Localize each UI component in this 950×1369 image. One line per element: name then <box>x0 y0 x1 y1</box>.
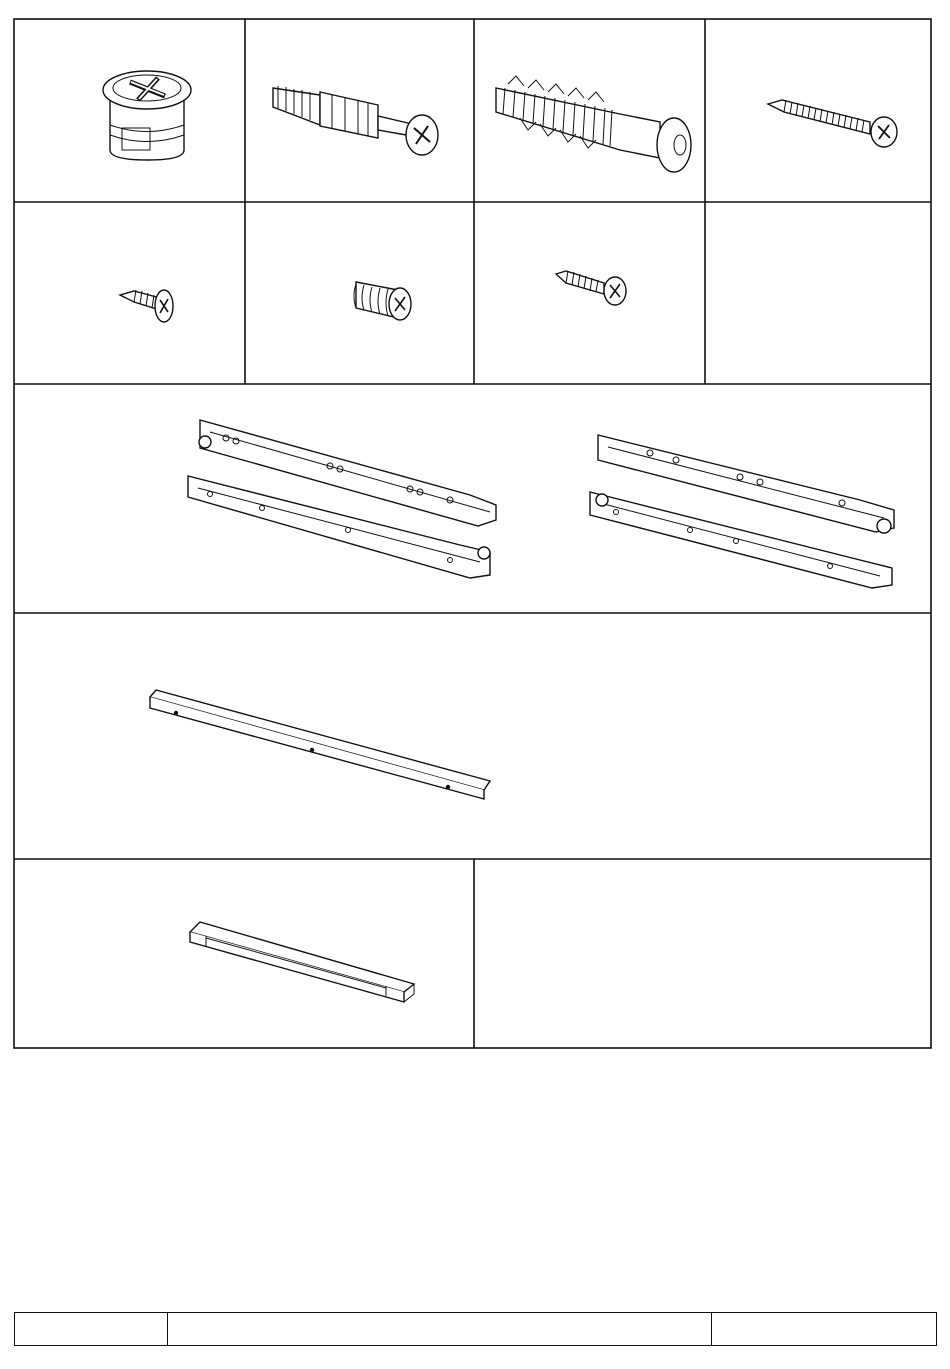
drawer-slides-icon <box>590 435 894 588</box>
angle-rail-icon <box>150 690 490 799</box>
cam-lock-icon <box>103 71 191 160</box>
grid-frame <box>14 19 931 1048</box>
short-screw-icon <box>556 271 626 305</box>
footer-cell-1 <box>14 1312 167 1346</box>
footer-cell-2 <box>167 1312 711 1346</box>
small-screw-icon <box>120 290 173 322</box>
drawer-slides-icon <box>188 420 496 578</box>
long-screw-icon <box>768 100 897 147</box>
wooden-rail-icon <box>190 922 414 1002</box>
footer-cell-3 <box>711 1312 937 1346</box>
cam-bolt-dowel-icon <box>273 86 438 155</box>
ribbed-connector-bolt-icon <box>496 76 691 172</box>
threaded-insert-icon <box>354 282 411 320</box>
